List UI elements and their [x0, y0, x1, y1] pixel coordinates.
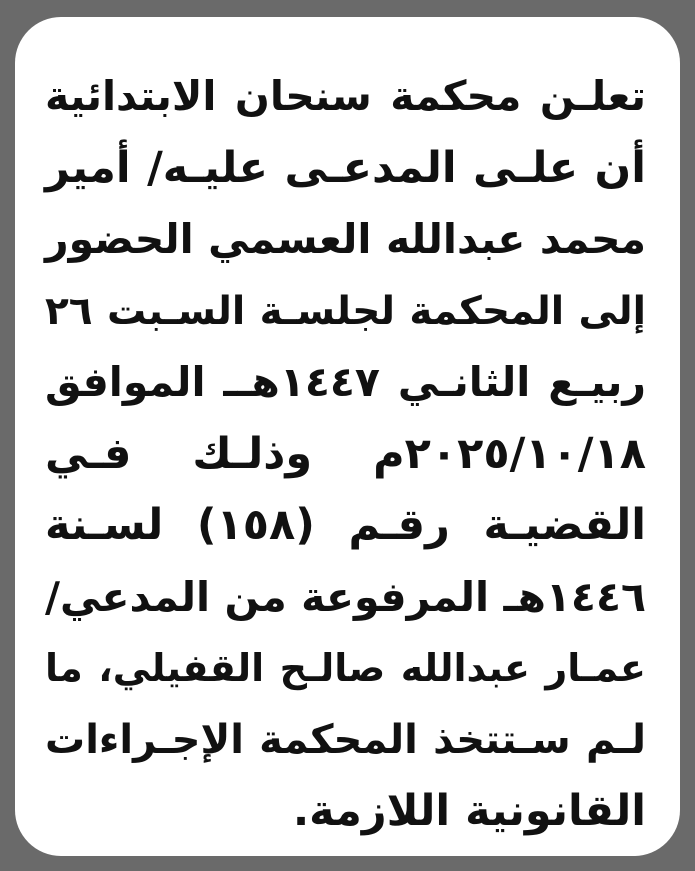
court-notice-text — [45, 61, 646, 848]
notice-line-3: محمد عبدالله العسمي الحضور — [45, 215, 646, 263]
notice-line-7: القضيـة رقـم (١٥٨) لسـنة — [45, 500, 646, 550]
notice-line-1: تعلـن محكمة سنحان الابتدائية — [45, 72, 646, 120]
notice-line-5: ربيـع الثانـي ١٤٤٧هــ الموافق — [45, 358, 646, 406]
notice-line-6: ٢٠٢٥/١٠/١٨م وذلـك فـي — [45, 428, 646, 479]
notice-line-8: ١٤٤٦هـ المرفوعة من المدعي/ — [45, 572, 646, 621]
notice-line-2: أن علـى المدعـى عليـه/ أمير — [45, 142, 646, 193]
notice-line-11: القانونية اللازمة. — [292, 786, 646, 836]
notice-line-9: عمـار عبدالله صالـح القفيلي، ما — [45, 646, 646, 690]
notice-line-10: لـم سـتتخذ المحكمة الإجـراءات — [45, 716, 646, 763]
notice-card — [15, 17, 680, 856]
notice-line-4: إلى المحكمة لجلسـة السـبت ٢٦ — [45, 288, 646, 334]
